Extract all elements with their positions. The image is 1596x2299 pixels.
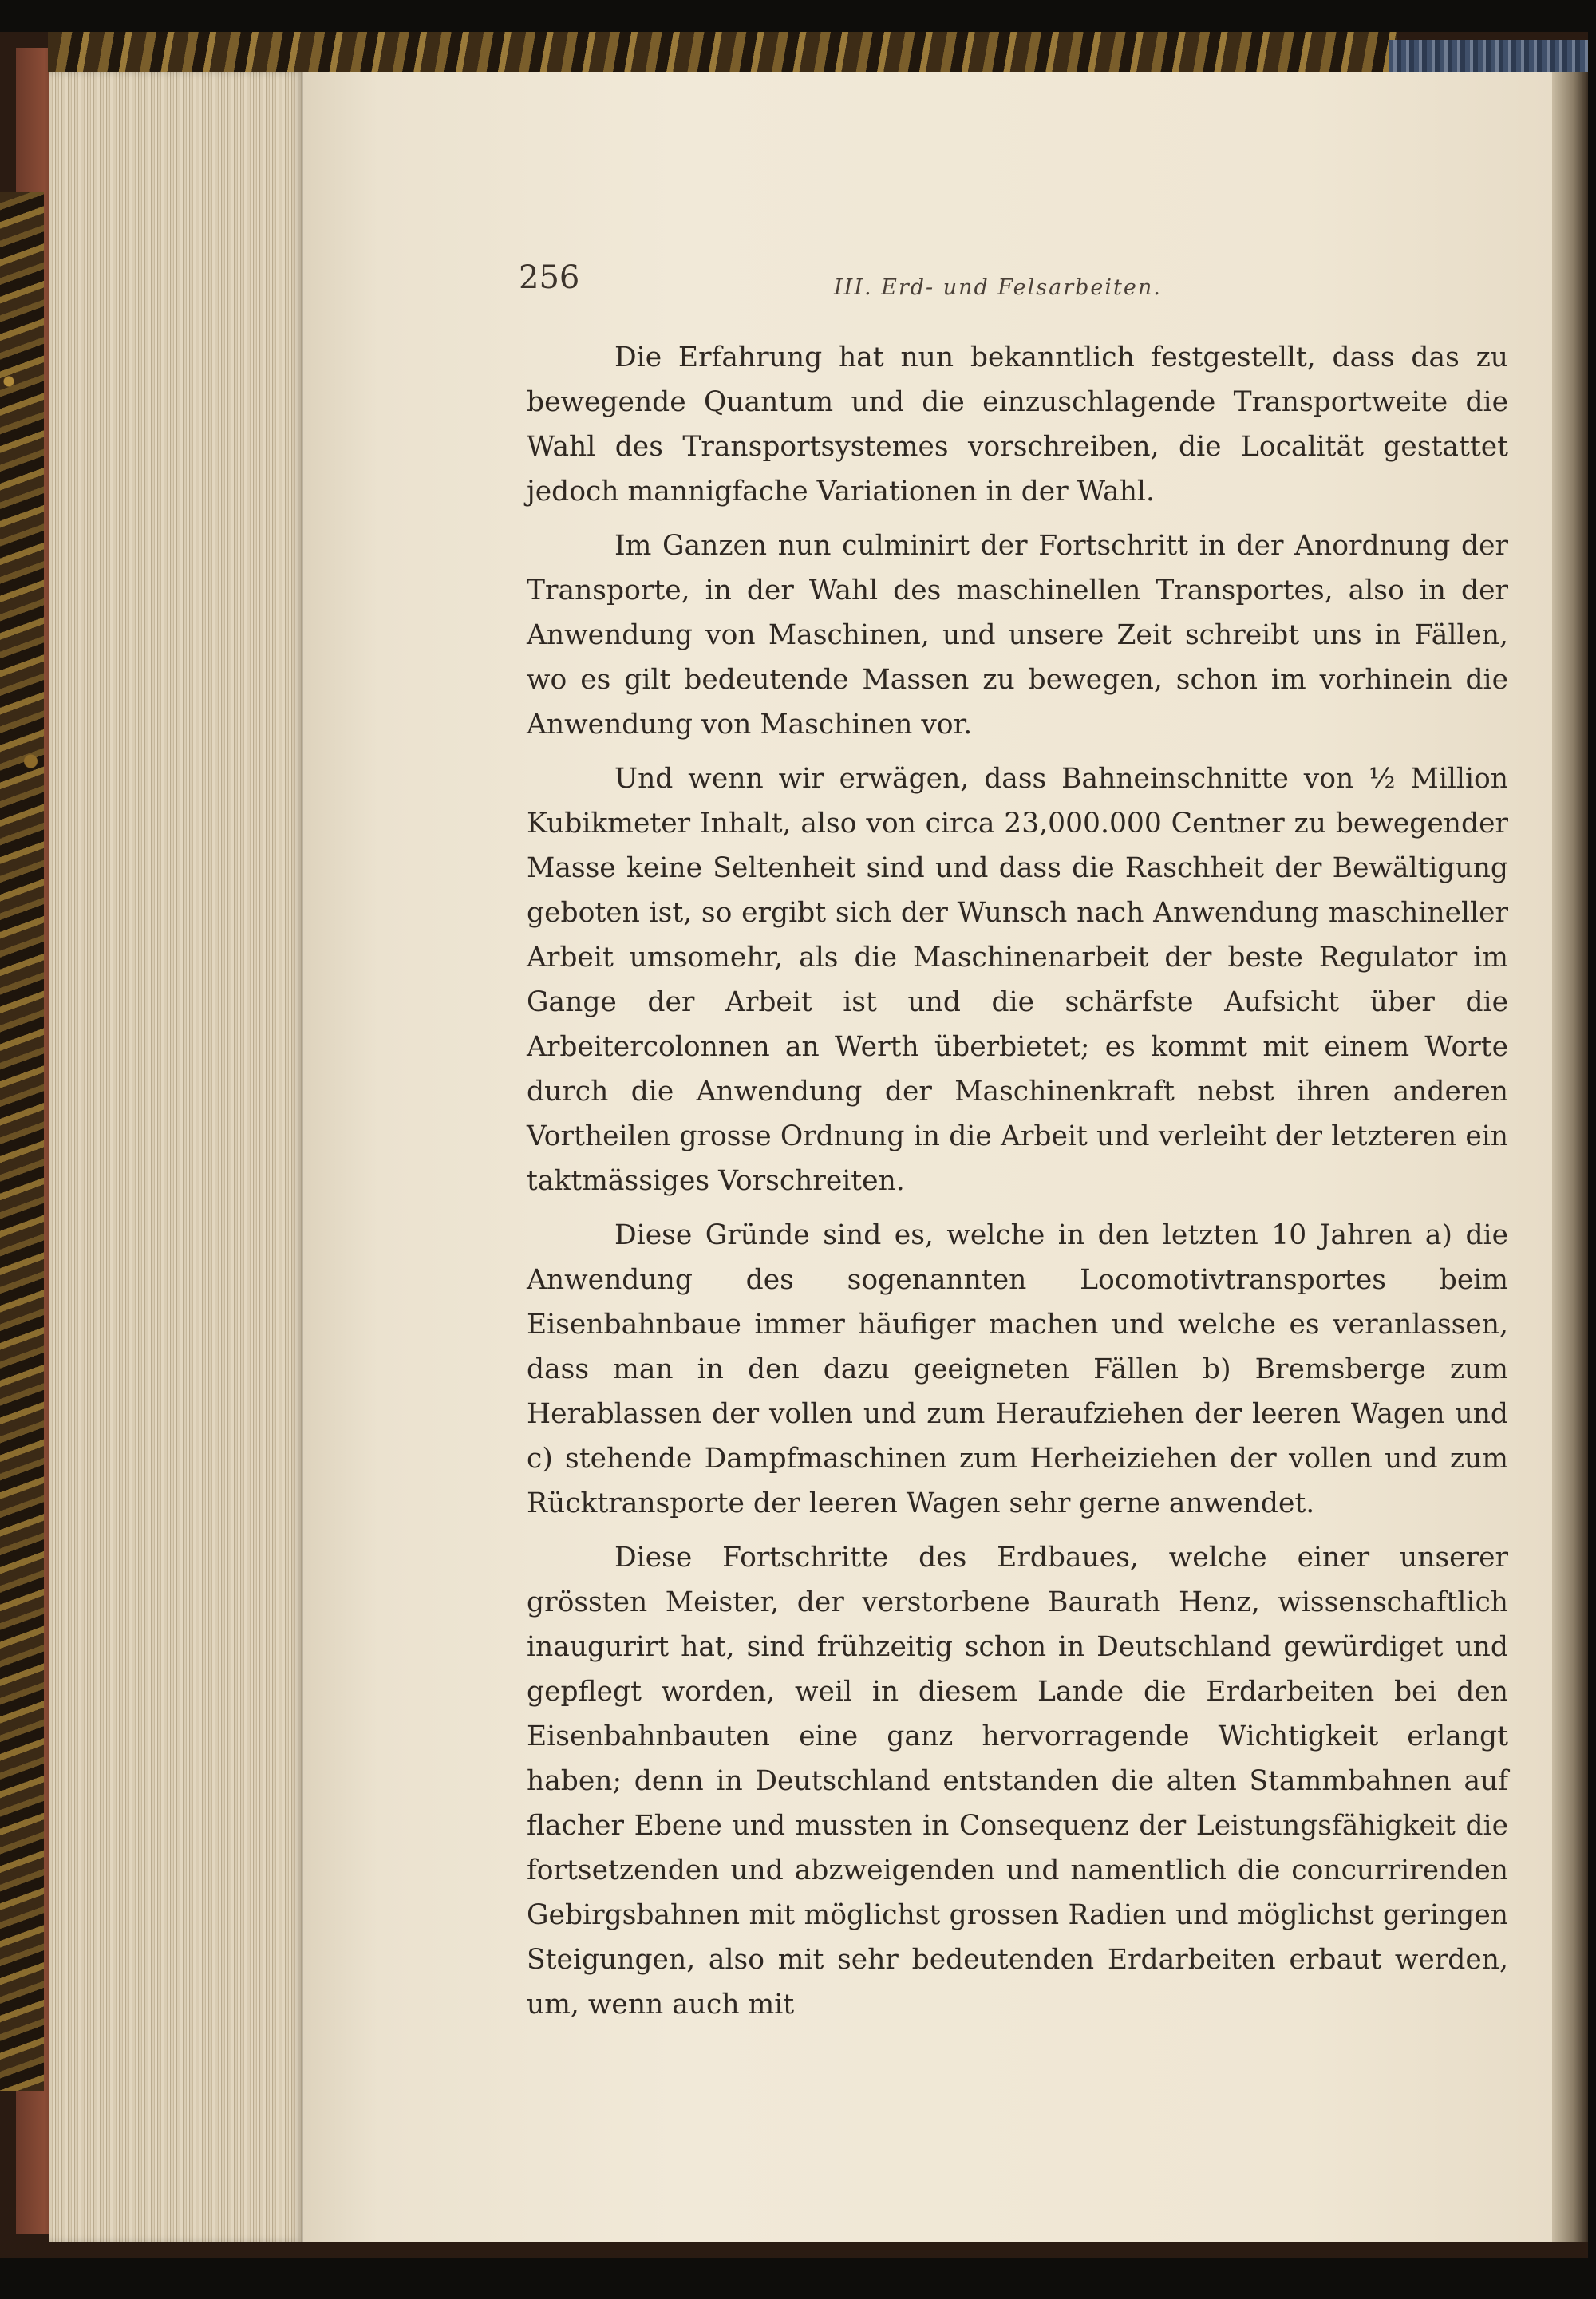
paragraph-2: Im Ganzen nun culminirt der Fortschritt in der Anordnung der Transporte, in der Wahl des maschinellen Transportes, also in der Anwendung von Maschinen, und unsere Zeit schreibt uns in Fällen, wo es gilt bedeutende Massen zu bewegen, schon im vorhinein die Anwendung von Maschinen vor. (527, 530, 1508, 741)
running-head: III. Erd- und Felsarbeiten. (834, 275, 1162, 300)
paragraph-4: Diese Gründe sind es, welche in den letzten 10 Jahren a) die Anwendung des sogenannten Locomotivtransportes beim Eisenbahnbaue immer häufiger machen und welche es veranlassen, dass man in den dazu geeigneten Fällen b) Bremsberge zum Herablassen der vollen und zum Heraufziehen der leeren Wagen und c) stehende Dampfmaschinen zum Herheiziehen der vollen und zum Rücktransporte der leeren Wagen sehr gerne anwendet. (527, 1219, 1508, 1519)
marbled-cover-top (48, 32, 1396, 72)
page-header (519, 259, 1508, 307)
paragraph-5: Diese Fortschritte des Erdbaues, welche einer unserer grössten Meister, der verstorbene Baurath Henz, wissenschaftlich inaugurirt hat, sind frühzeitig schon in Deutschland gewürdiget und gepflegt worden, weil in diesem Lande die Erdarbeiten bei den Eisenbahnbauten eine ganz hervorragende Wichtigkeit erlangt haben; denn in Deutschland entstanden die alten Stammbahnen auf flacher Ebene und mussten in Consequenz der Leistungsfähigkeit die fortsetzenden und abzweigenden und namentlich die concurrirenden Gebirgsbahnen mit möglichst grossen Radien und möglichst geringen Steigungen, also mit sehr bedeutenden Erdarbeiten erbaut werden, um, wenn auch mit (527, 1542, 1508, 2021)
page-number: 256 (519, 259, 580, 296)
body-text (527, 335, 1508, 2036)
page-gutter-shadow (1552, 72, 1588, 2242)
paragraph-3: Und wenn wir erwägen, dass Bahneinschnitte von ½ Million Kubikmeter Inhalt, also von circa 23,000.000 Centner zu bewegender Masse keine Seltenheit sind und dass die Raschheit der Bewältigung geboten ist, so ergibt sich der Wunsch nach Anwendung maschineller Arbeit umsomehr, als die Maschinenarbeit der beste Regulator im Gange der Arbeit ist und die schärfste Aufsicht über die Arbeitercolonnen an Werth überbietet; es kommt mit einem Worte durch die Anwendung der Maschinenkraft nebst ihren anderen Vortheilen grosse Ordnung in die Arbeit und verleiht der letzteren ein taktmässiges Vorschreiten. (527, 763, 1508, 1197)
page-edges-stack (49, 72, 305, 2242)
paragraph-1: Die Erfahrung hat nun bekanntlich festgestellt, dass das zu bewegende Quantum und die einzuschlagende Transportweite die Wahl des Transportsystemes vorschreiben, die Localität gestattet jedoch mannigfache Variationen in der Wahl. (527, 342, 1508, 508)
marbled-cover-edge (0, 192, 44, 2091)
